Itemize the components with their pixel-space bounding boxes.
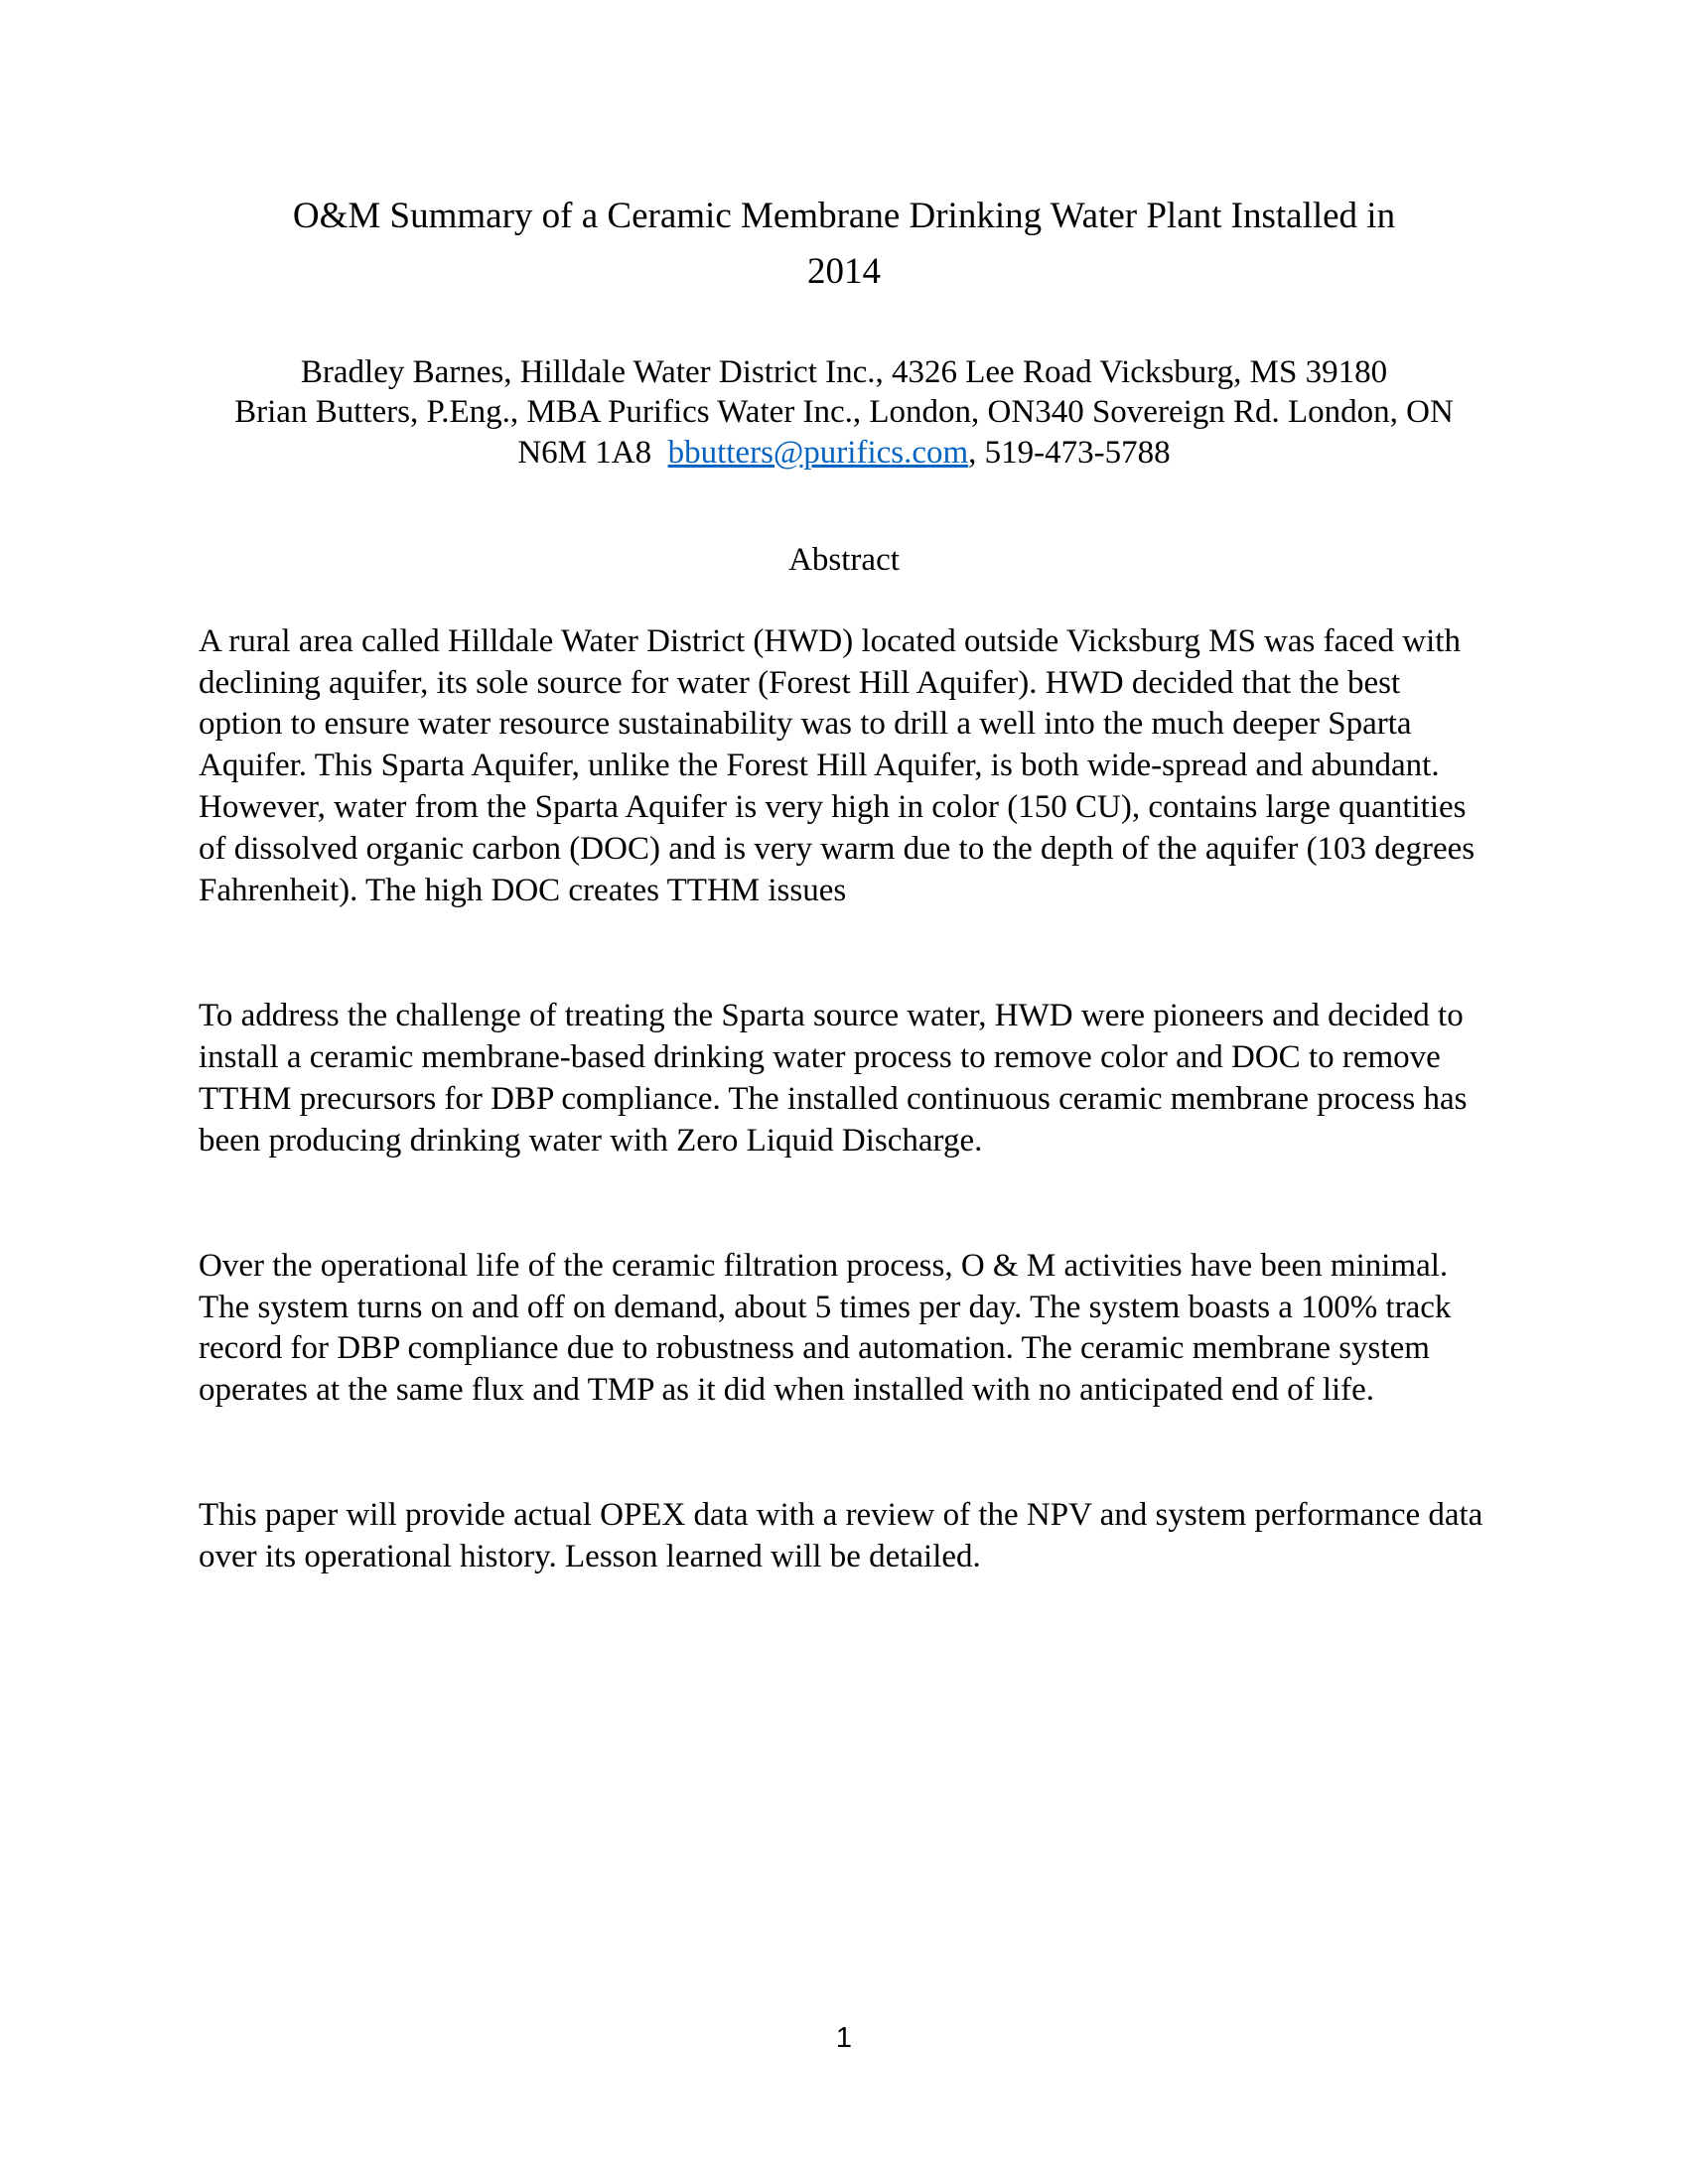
author-block bbox=[159, 352, 1529, 473]
author-line-3-prefix: N6M 1A8 bbox=[517, 434, 668, 471]
author-line-3 bbox=[159, 433, 1529, 473]
page-number: 1 bbox=[835, 2022, 853, 2054]
title-line-2: 2014 bbox=[807, 250, 881, 292]
author-line-3-suffix: , 519-473-5788 bbox=[968, 434, 1171, 471]
document-title bbox=[199, 189, 1489, 299]
abstract-paragraph-3: Over the operational life of the ceramic filtration process, O & M activities have been minimal. The system turns on and off on demand, about 5 times per day. The system boasts a 100% track record for DBP compliance due to robustness and automation. The ceramic membrane system operates at the same flux and TMP as it did when installed with no anticipated end of life. bbox=[199, 1247, 1452, 1409]
author-line-2: Brian Butters, P.Eng., MBA Purifics Water Inc., London, ON340 Sovereign Rd. London, ON bbox=[234, 394, 1454, 431]
email-link[interactable]: bbutters@purifics.com bbox=[667, 434, 969, 471]
author-line-1: Bradley Barnes, Hilldale Water District Inc., 4326 Lee Road Vicksburg, MS 39180 bbox=[300, 354, 1388, 390]
abstract-paragraph-1: A rural area called Hilldale Water District (HWD) located outside Vicksburg MS was faced with declining aquifer, its sole source for water (Forest Hill Aquifer). HWD decided that the best option to ensure water resource sustainability was to drill a well into the much deeper Sparta Aquifer. This Sparta Aquifer, unlike the Forest Hill Aquifer, is both wide-spread and abundant. However, water from the Sparta Aquifer is very high in color (150 CU), contains large quantities of dissolved organic carbon (DOC) and is very warm due to the depth of the aquifer (103 degrees Fahrenheit). The high DOC creates TTHM issues bbox=[199, 622, 1476, 909]
abstract-paragraph-2: To address the challenge of treating the Sparta source water, HWD were pioneers and decided to install a ceramic membrane-based drinking water process to remove color and DOC to remove TTHM precursors for DBP compliance. The installed continuous ceramic membrane process has been producing drinking water with Zero Liquid Discharge. bbox=[199, 998, 1468, 1159]
abstract-paragraph-4: This paper will provide actual OPEX data with a review of the NPV and system performance data over its operational history. Lesson learned will be detailed. bbox=[199, 1497, 1483, 1575]
title-line-1: O&M Summary of a Ceramic Membrane Drinking Water Plant Installed in bbox=[292, 196, 1396, 236]
abstract-heading: Abstract bbox=[788, 541, 900, 578]
